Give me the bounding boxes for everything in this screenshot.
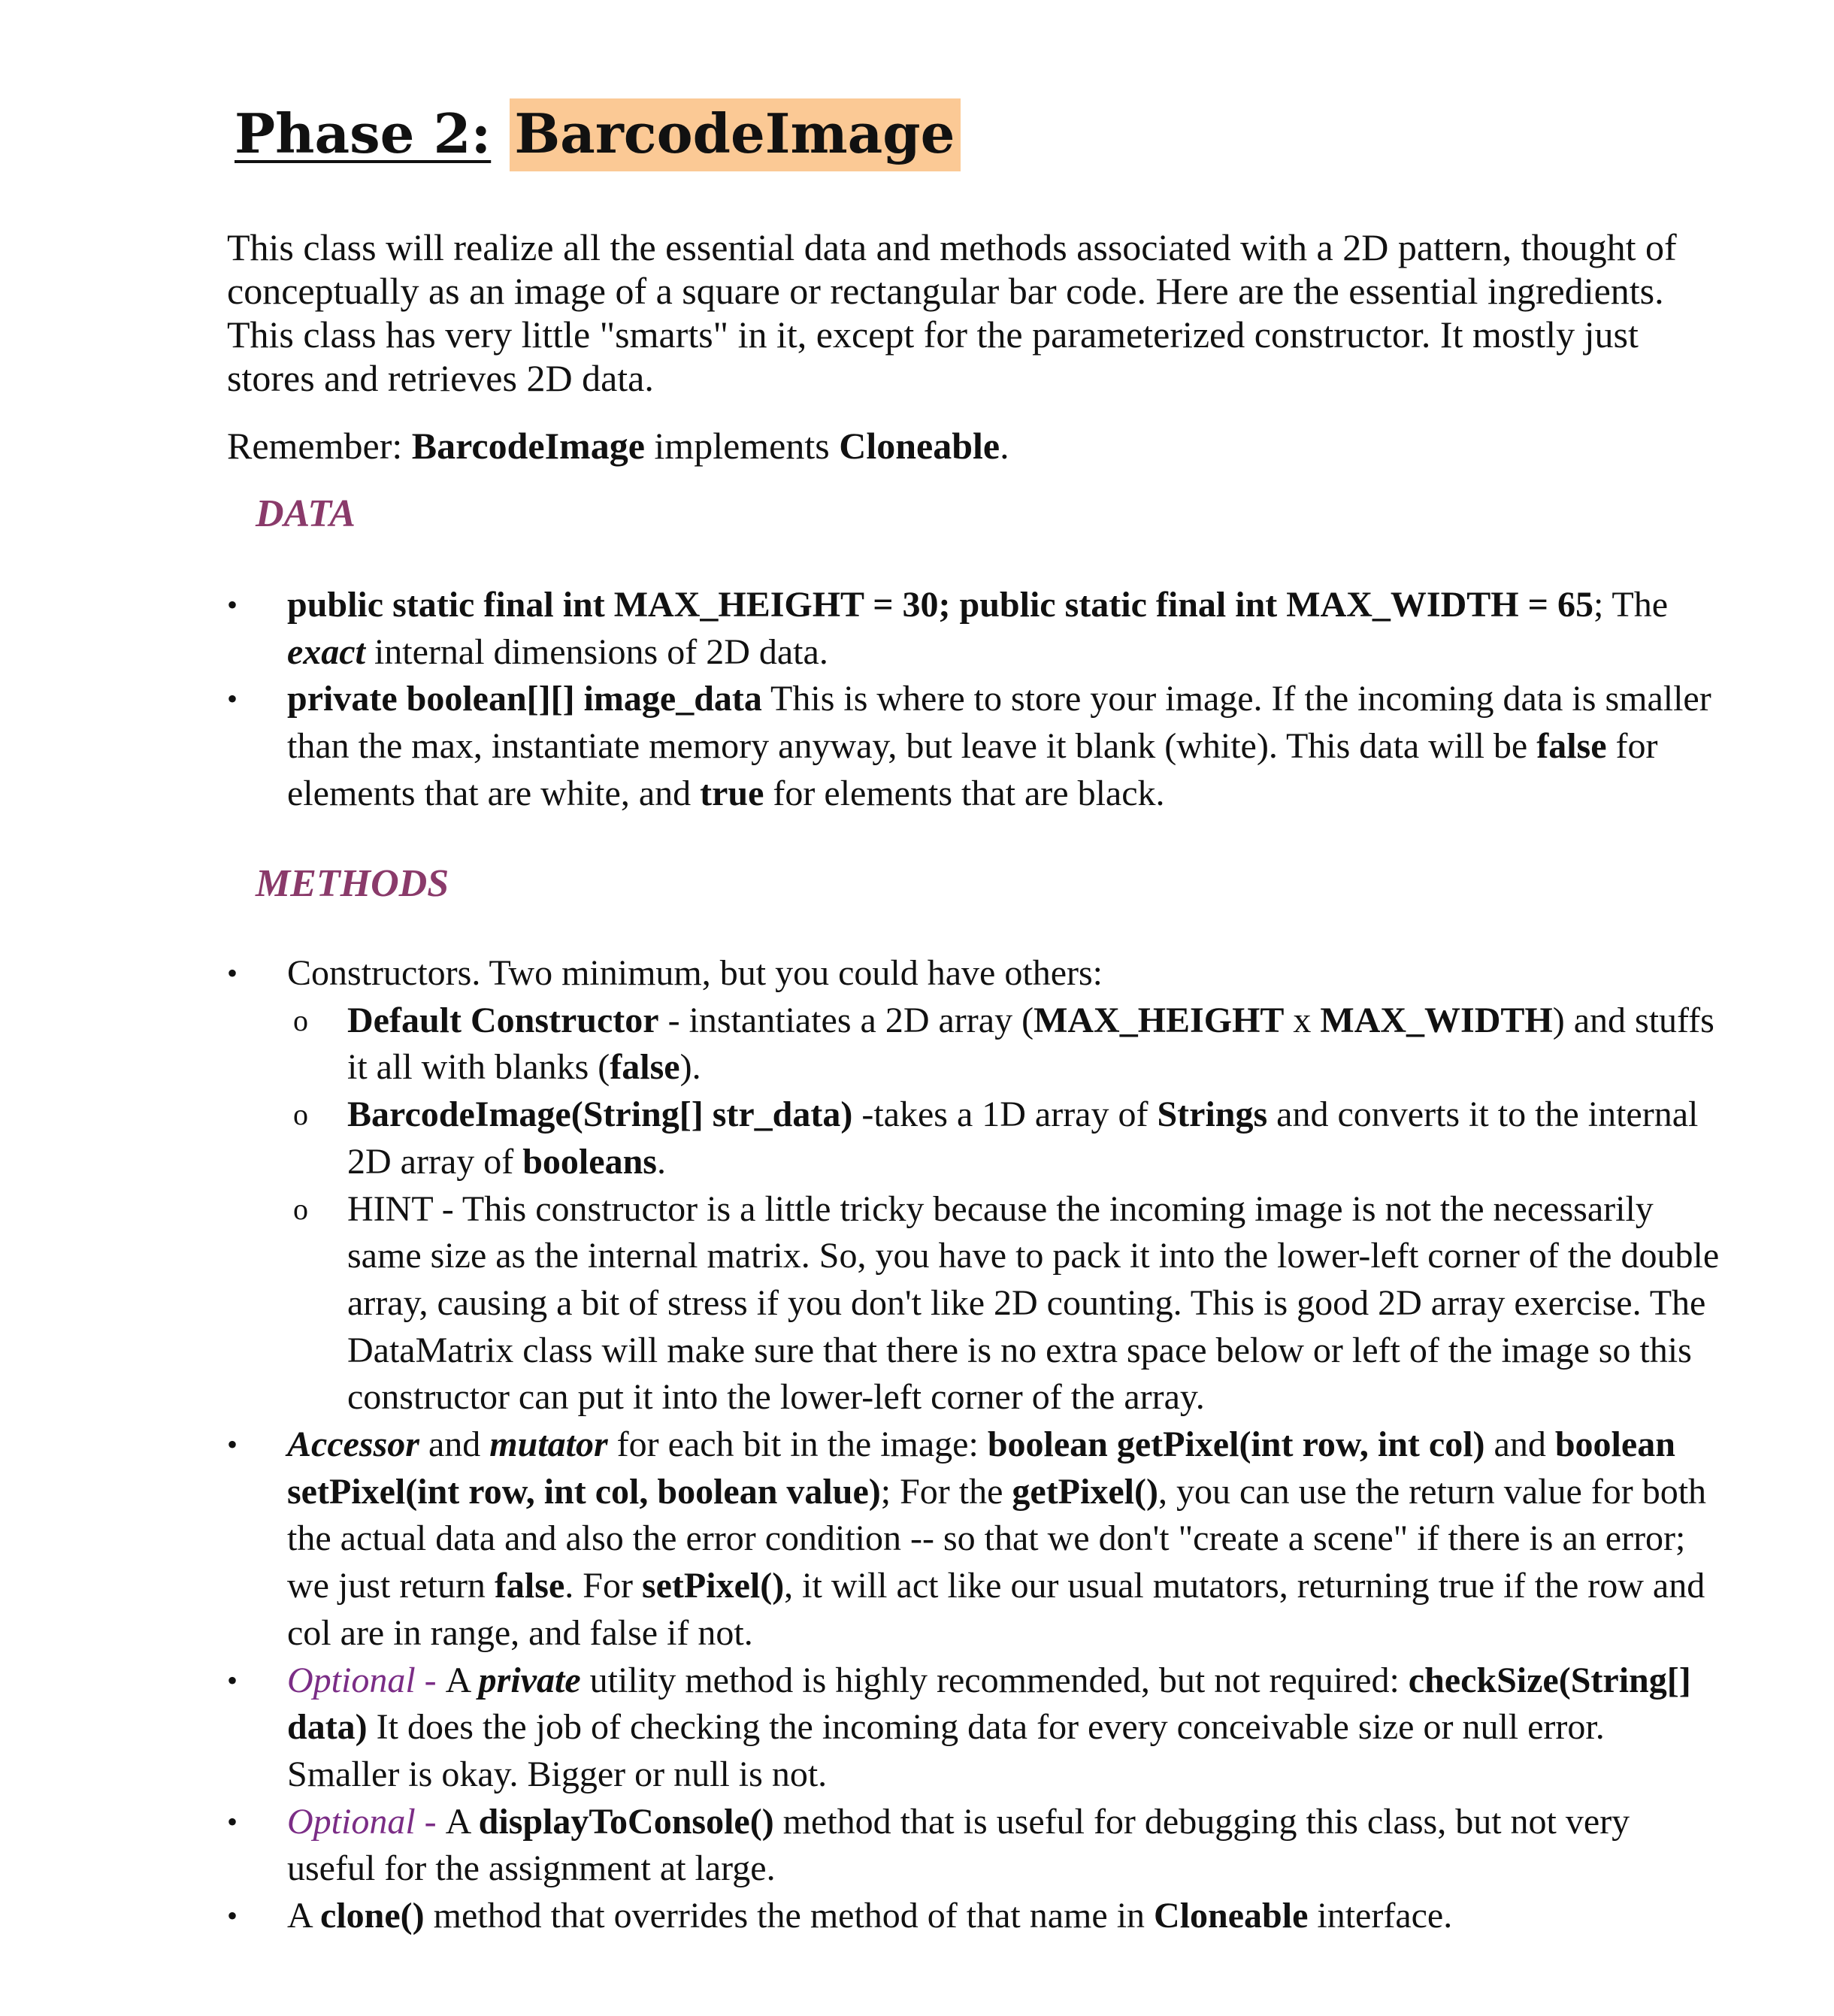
optional-check-text-2: It does the job of checking the incoming data for every conceivable size or null error. Smaller is okay. Bigger or null is not.	[287, 1707, 1605, 1794]
intro-paragraph: This class will realize all the essential data and methods associated with a 2D pattern, thought of conceptually as an image of a square or rectangular bar code. Here are the essential ingredients. This class has very little "smarts" in it, except for the parameterized constructor. It mostly just stores and retrieves 2D data.	[227, 226, 1677, 399]
methods-item-optional-check-size	[227, 1657, 1723, 1799]
remember-line	[227, 424, 1730, 468]
remember-class: BarcodeImage	[411, 425, 645, 467]
optional-display-article: A	[445, 1801, 479, 1842]
max-width-ref: MAX_WIDTH	[1320, 1000, 1553, 1040]
remember-end: .	[1000, 425, 1009, 467]
constants-sep: ; The	[1593, 585, 1669, 625]
image-data-text-2: for elements that are white, and	[287, 726, 1658, 813]
param-text-2: and converts it to the internal 2D array of	[347, 1094, 1699, 1182]
image-data-text-1: This is where to store your image. If the incoming data is smaller than the max, instantiate memory anyway, but leave it blank (white). This data will be	[287, 679, 1711, 767]
param-text-3: .	[656, 1141, 666, 1182]
constructor-default	[287, 997, 1723, 1091]
clone-signature: clone()	[320, 1896, 425, 1936]
methods-list	[227, 950, 1723, 1940]
methods-item-clone	[227, 1893, 1723, 1940]
clone-text-1: method that overrides the method of that name in	[424, 1896, 1155, 1936]
param-text-1: -takes a 1D array of	[852, 1094, 1158, 1135]
strings-keyword: Strings	[1157, 1094, 1268, 1135]
default-constructor-name: Default Constructor	[347, 1000, 659, 1040]
default-text-2: ) and stuffs it all with blanks (	[347, 1000, 1714, 1088]
param-constructor-signature: BarcodeImage(String[] str_data)	[347, 1094, 853, 1135]
hint-text: HINT - This constructor is a little tricky because the incoming image is not the necessarily same size as the internal matrix. So, you have to pack it into the lower-left corner of the double array, causing a bit of stress if you don't like 2D counting. This is good 2D array exercise. The DataMatrix class will make sure that there is no extra space below or left of the image so this constructor can put it into the lower-left corner of the array.	[347, 1188, 1720, 1418]
optional-label: Optional -	[287, 1801, 446, 1842]
get-pixel-signature: boolean getPixel(int row, int col)	[987, 1424, 1485, 1465]
get-pixel-name: getPixel()	[1012, 1471, 1158, 1512]
image-data-text-3: for elements that are black.	[764, 773, 1165, 813]
accessor-text-2: ; For the	[880, 1471, 1012, 1512]
constructors-intro: Constructors. Two minimum, but you could have others:	[287, 953, 1103, 993]
mutator-word: mutator	[489, 1424, 608, 1465]
clone-article: A	[287, 1896, 321, 1936]
accessor-text-4: . For	[564, 1566, 642, 1606]
methods-section-heading: METHODS	[256, 862, 449, 905]
set-pixel-name: setPixel()	[641, 1566, 785, 1606]
accessor-and-2: and	[1484, 1424, 1555, 1465]
page-title	[235, 96, 961, 171]
constants-code: public static final int MAX_HEIGHT = 30; public static final int MAX_WIDTH = 65	[287, 585, 1593, 625]
data-section-heading: DATA	[256, 492, 356, 535]
false-keyword: false	[1536, 726, 1607, 767]
title-phase: Phase 2:	[235, 101, 492, 165]
default-text-1: - instantiates a 2D array (	[658, 1000, 1034, 1040]
accessor-and-1: and	[419, 1424, 490, 1465]
true-keyword: true	[700, 773, 764, 813]
default-false-keyword: false	[610, 1047, 680, 1088]
booleans-keyword: booleans	[522, 1141, 657, 1182]
remember-prefix: Remember:	[227, 425, 412, 467]
accessor-text-1: for each bit in the image:	[607, 1424, 988, 1465]
methods-item-constructors	[227, 950, 1723, 1421]
title-class-name: BarcodeImage	[510, 98, 961, 171]
optional-display-text: method that is useful for debugging this class, but not very useful for the assignment at large.	[287, 1801, 1630, 1889]
max-height-ref: MAX_HEIGHT	[1034, 1000, 1285, 1040]
data-list	[227, 582, 1723, 818]
remember-mid: implements	[644, 425, 840, 467]
data-item-constants	[227, 582, 1723, 676]
constructors-sublist	[287, 997, 1723, 1421]
accessor-text-5: , it will act like our usual mutators, returning true if the row and col are in range, and false if not.	[287, 1566, 1705, 1653]
methods-item-optional-display	[227, 1799, 1723, 1893]
display-to-console-signature: displayToConsole()	[478, 1801, 774, 1842]
data-item-image-data	[227, 676, 1723, 817]
optional-check-text-1: utility method is highly recommended, but not required:	[580, 1660, 1409, 1700]
clone-text-2: interface.	[1308, 1896, 1453, 1936]
optional-label: Optional -	[287, 1660, 446, 1700]
constructor-param	[287, 1091, 1723, 1185]
image-data-code: private boolean[][] image_data	[287, 679, 762, 719]
constants-emphasis: exact	[287, 631, 365, 672]
set-pixel-signature: boolean setPixel(int row, int col, boolean value)	[287, 1424, 1675, 1512]
accessor-false-keyword: false	[494, 1566, 565, 1606]
optional-check-article: A	[445, 1660, 479, 1700]
constants-text: internal dimensions of 2D data.	[365, 631, 828, 672]
methods-item-accessor-mutator	[227, 1421, 1723, 1657]
clone-interface: Cloneable	[1154, 1896, 1309, 1936]
remember-interface: Cloneable	[839, 425, 1000, 467]
private-word: private	[478, 1660, 581, 1700]
check-size-signature: checkSize(String[] data)	[287, 1660, 1691, 1748]
accessor-text-3: , you can use the return value for both the actual data and also the error condition -- so that we don't "create a scene" if there is an error; we just return	[287, 1471, 1707, 1606]
default-text-3: ).	[679, 1047, 701, 1088]
accessor-word: Accessor	[287, 1424, 419, 1465]
times-sign: x	[1284, 1000, 1321, 1040]
constructor-hint	[287, 1186, 1723, 1422]
